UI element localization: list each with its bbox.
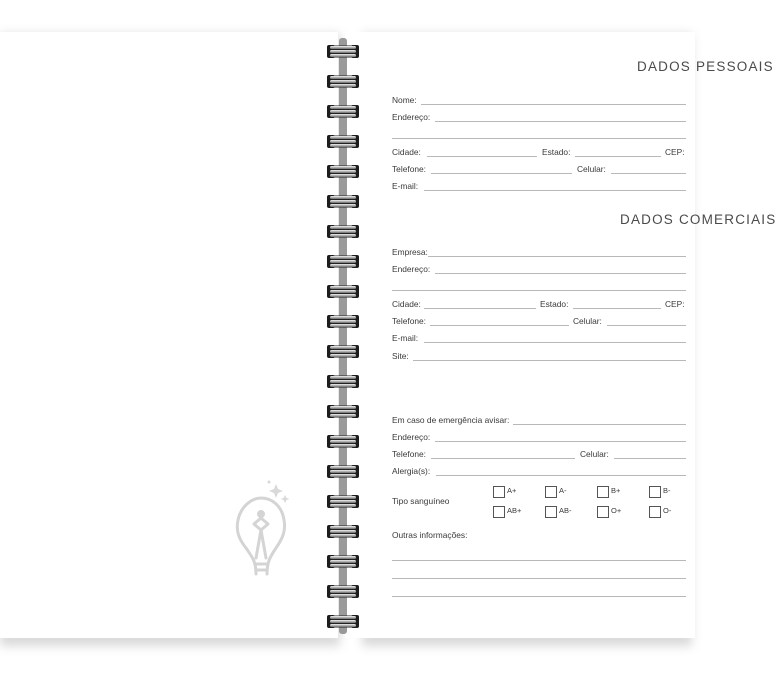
checkbox-b-pos[interactable] [597,486,609,498]
label-em-endereco: Endereço: [392,432,431,442]
label-em-telefone: Telefone: [392,449,426,459]
input-cidade[interactable] [427,156,537,157]
input-com-cidade[interactable] [424,308,536,309]
label-cep: CEP: [665,147,685,157]
checkbox-o-pos[interactable] [597,506,609,518]
checkbox-o-neg[interactable] [649,506,661,518]
input-endereco-line2[interactable] [392,138,686,139]
checkbox-ab-neg[interactable] [545,506,557,518]
input-outras-line1[interactable] [392,560,686,561]
input-com-email[interactable] [424,342,686,343]
label-a-pos: A+ [507,486,517,495]
label-com-celular: Celular: [573,316,602,326]
label-estado: Estado: [542,147,571,157]
commercial-data-heading: DADOS COMERCIAIS [620,212,776,227]
label-o-neg: O- [663,506,672,515]
label-ab-pos: AB+ [507,506,522,515]
input-site[interactable] [413,360,686,361]
label-b-neg: B- [663,486,671,495]
label-nome: Nome: [392,95,417,105]
spiral-binding [326,38,360,634]
input-com-celular[interactable] [607,325,686,326]
personal-data-heading: DADOS PESSOAIS [637,59,774,74]
label-endereco: Endereço: [392,112,431,122]
input-estado[interactable] [575,156,661,157]
lightbulb-pen-icon [226,478,296,578]
input-em-telefone[interactable] [431,458,575,459]
input-nome[interactable] [421,104,686,105]
label-com-endereco: Endereço: [392,264,431,274]
checkbox-ab-pos[interactable] [493,506,505,518]
label-celular: Celular: [577,164,606,174]
label-em-celular: Celular: [580,449,609,459]
label-cidade: Cidade: [392,147,421,157]
input-em-endereco[interactable] [435,441,686,442]
label-com-estado: Estado: [540,299,569,309]
label-empresa: Empresa: [392,247,428,257]
input-com-telefone[interactable] [430,325,569,326]
label-com-cep: CEP: [665,299,685,309]
input-endereco[interactable] [435,121,686,122]
input-em-celular[interactable] [614,458,686,459]
label-com-email: E-mail: [392,333,419,343]
label-telefone: Telefone: [392,164,426,174]
input-outras-line2[interactable] [392,578,686,579]
input-com-endereco[interactable] [435,273,686,274]
input-telefone[interactable] [431,173,572,174]
label-o-pos: O+ [611,506,622,515]
label-com-telefone: Telefone: [392,316,426,326]
label-ab-neg: AB- [559,506,572,515]
input-emergencia[interactable] [513,424,686,425]
input-celular[interactable] [611,173,686,174]
label-a-neg: A- [559,486,567,495]
label-alergias: Alergia(s): [392,466,431,476]
label-outras-informacoes: Outras informações: [392,530,468,540]
checkbox-a-neg[interactable] [545,486,557,498]
input-empresa[interactable] [428,256,686,257]
label-site: Site: [392,351,409,361]
input-email[interactable] [424,190,686,191]
input-alergias[interactable] [436,475,686,476]
label-emergencia: Em caso de emergência avisar: [392,415,510,425]
label-email: E-mail: [392,181,419,191]
input-com-estado[interactable] [573,308,661,309]
label-b-pos: B+ [611,486,621,495]
input-com-endereco-line2[interactable] [392,290,686,291]
label-com-cidade: Cidade: [392,299,421,309]
input-outras-line3[interactable] [392,596,686,597]
checkbox-a-pos[interactable] [493,486,505,498]
label-tipo-sanguineo: Tipo sanguíneo [392,496,450,506]
checkbox-b-neg[interactable] [649,486,661,498]
